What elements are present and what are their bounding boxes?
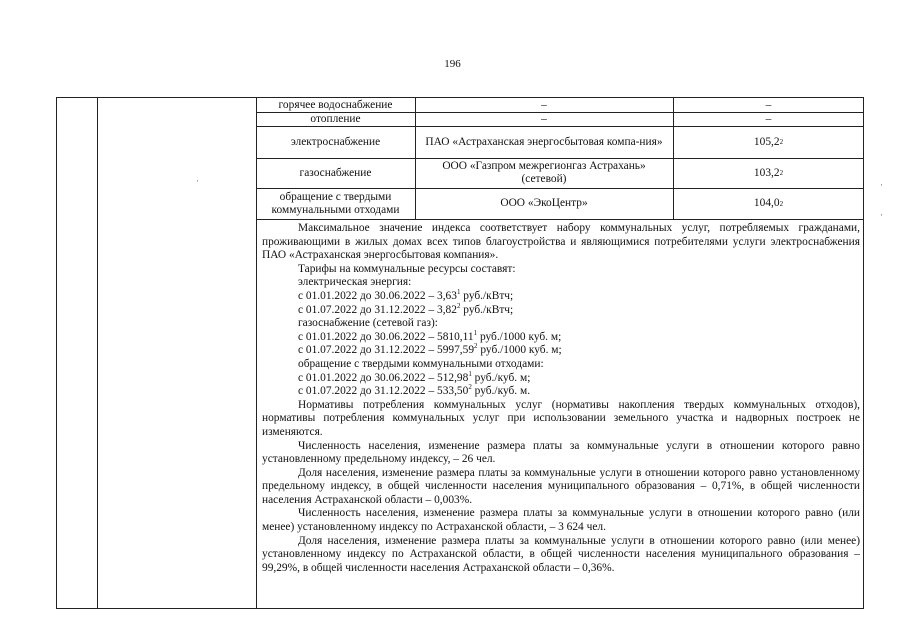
gas-tariff-2: [262, 344, 860, 358]
tariff-unit: руб./1000 куб. м;: [477, 330, 562, 343]
column-divider-1: [97, 97, 98, 609]
tariff-value: с 01.01.2022 до 30.06.2022 – 3,63: [298, 289, 457, 302]
tariff-value: с 01.07.2022 до 31.12.2022 – 5997,59: [298, 344, 475, 357]
waste-label: обращение с твердыми коммунальными отходами:: [298, 357, 544, 370]
index-cell: 103,2 2: [753, 166, 784, 179]
gas-tariff-1: [262, 328, 860, 345]
service-cell: горячее водоснабжение: [278, 98, 393, 111]
body-text: [262, 222, 860, 575]
page-number: 196: [444, 58, 461, 70]
service-cell: обращение с твердыми коммунальными отходами: [271, 190, 400, 216]
service-cell: электроснабжение: [290, 135, 381, 148]
electric-tariff-1: [262, 290, 860, 304]
tariffs-intro: Тарифы на коммунальные ресурсы составят:: [298, 262, 516, 275]
row-divider: [256, 219, 864, 220]
supplier-cell: –: [541, 98, 547, 111]
supplier-cell: ООО «ЭкоЦентр»: [500, 197, 588, 209]
tariff-value: с 01.01.2022 до 30.06.2022 – 512,98: [298, 371, 469, 384]
footnote-mark: 1: [456, 288, 461, 297]
footnote-mark: 2: [468, 383, 472, 392]
tariff-unit: руб./куб. м.: [471, 385, 531, 398]
paragraph-population-2: Численность населения, изменение размера платы за коммунальные услуги в отношении которого равно (или менее) установленному индексу по Астраханской области, – 3 624 чел.: [262, 507, 860, 534]
tariff-value: с 01.07.2022 до 31.12.2022 – 3,82: [298, 303, 457, 316]
supplier-cell: ООО «Газпром межрегионгаз Астрахань» (сетевой): [442, 160, 646, 185]
service-cell: отопление: [310, 112, 361, 125]
waste-tariff-1: [262, 369, 860, 386]
paragraph-norms: Нормативы потребления коммунальных услуг (нормативы накопления твердых коммунальных отходов), нормативы потребления коммунальных услуг при использовании земельного участка и надворных построек не изменяются.: [262, 398, 860, 438]
index-cell: 104,0 2: [753, 197, 784, 209]
electric-label: электрическая энергия:: [298, 276, 412, 289]
tariff-value: с 01.01.2022 до 30.06.2022 – 5810,11: [298, 330, 474, 343]
index-cell: –: [765, 112, 772, 125]
gas-label: газоснабжение (сетевой газ):: [298, 317, 438, 330]
index-value: 104,0: [753, 197, 780, 209]
footnote-mark: 2: [456, 301, 461, 310]
tariff-unit: руб./куб. м;: [471, 371, 531, 384]
footnote-mark: 1: [468, 369, 472, 378]
paragraph-share-2: Доля населения, изменение размера платы за коммунальные услуги в отношении которого равно (или менее) установленному индексу по Астраханской области, в общей численности населения муниципального образования – 99,29%, в общей численности населения Астраханской области – 0,36%.: [262, 534, 860, 574]
electric-tariff-2: [262, 301, 860, 318]
index-value: 103,2: [753, 166, 780, 179]
waste-tariff-2: [262, 385, 860, 399]
service-cell: газоснабжение: [299, 166, 372, 179]
index-cell: 105,2 2: [753, 135, 784, 148]
index-cell: –: [765, 98, 772, 111]
tariff-value: с 01.07.2022 до 31.12.2022 – 533,50: [298, 385, 469, 398]
paragraph-population-1: Численность населения, изменение размера платы за коммунальные услуги в отношении которого равно установленному предельному индексу, – 26 чел.: [262, 439, 860, 466]
footnote-mark: 1: [473, 328, 478, 337]
tariff-unit: руб./1000 куб. м;: [477, 344, 562, 357]
supplier-cell: ПАО «Астраханская энергосбытовая компа-ния»: [425, 135, 663, 148]
footnote-mark: 2: [474, 342, 478, 351]
tariff-unit: руб./кВтч;: [460, 289, 514, 302]
paragraph-share-1: Доля населения, изменение размера платы за коммунальные услуги в отношении которого равно установленному предельному индексу, в общей численности населения муниципального образования – 0,71%, в общей численности населения Астраханской области – 0,003%.: [262, 466, 860, 506]
scan-speck: ·: [880, 180, 883, 190]
paragraph-max-index: Максимальное значение индекса соответствует набору коммунальных услуг, потребляемых гражданами, проживающими в жилых домах всех типов благоустройства и являющимися потребителями услуги электроснабжения ПАО «Астраханская энергосбытовая компания».: [262, 222, 860, 262]
index-value: 105,2: [753, 135, 780, 148]
tariff-unit: руб./кВтч;: [460, 303, 514, 316]
scan-speck: ·: [880, 210, 883, 220]
supplier-cell: –: [541, 112, 547, 125]
scan-speck: ·: [196, 176, 199, 186]
